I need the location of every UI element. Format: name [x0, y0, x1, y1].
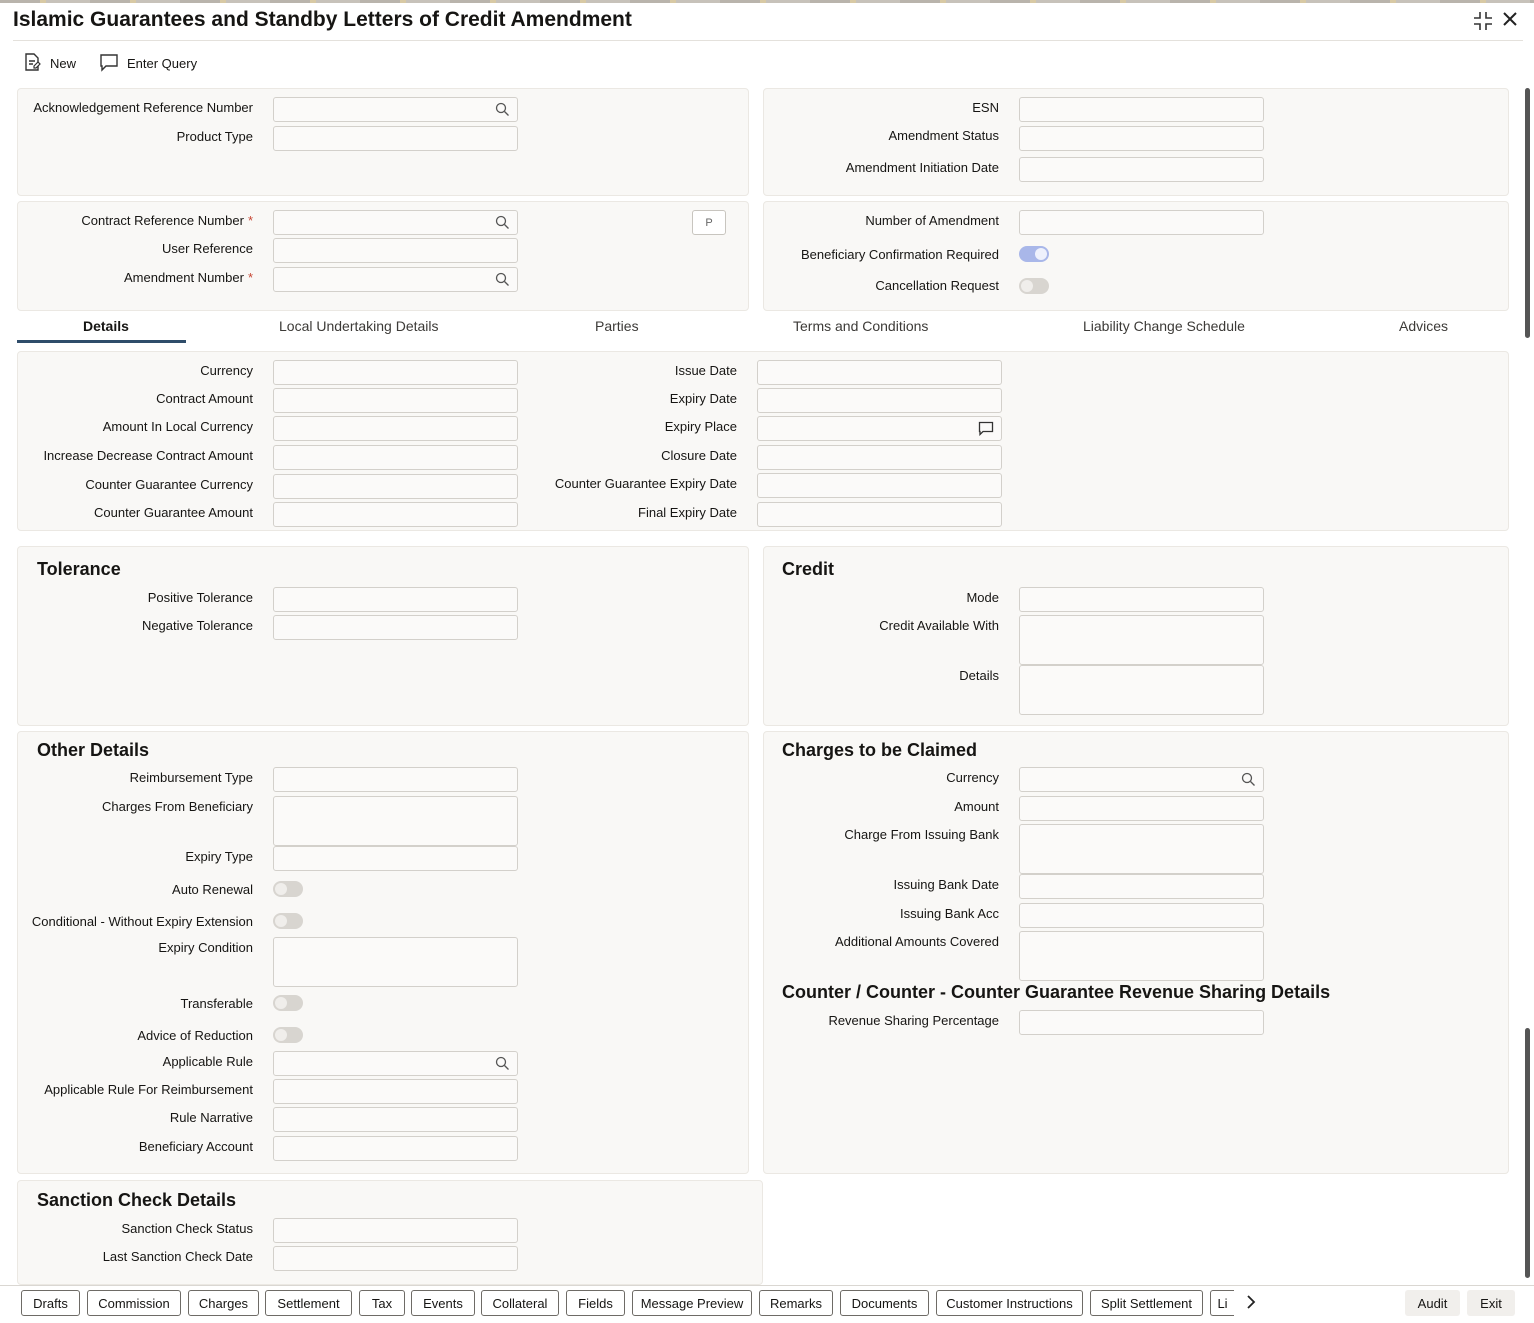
mode-label: Mode: [966, 590, 999, 605]
issuing-bank-acc-input[interactable]: [1019, 903, 1264, 928]
charges-amount-label: Amount: [954, 799, 999, 814]
p-button[interactable]: P: [692, 210, 726, 235]
top-strip: [0, 0, 1534, 3]
user-ref-label: User Reference: [161, 241, 253, 256]
revenue-sharing-title: Counter / Counter - Counter Guarantee Revenue Sharing Details: [782, 982, 1331, 1002]
sanction-status-label: Sanction Check Status: [121, 1221, 253, 1236]
expiry-type-label: Expiry Type: [185, 849, 253, 864]
positive-tolerance-input[interactable]: [273, 587, 518, 612]
contract-amount-input[interactable]: [273, 388, 518, 413]
expiry-condition-input[interactable]: [273, 937, 518, 987]
amendment-number-label: Amendment Number *: [123, 270, 253, 285]
mode-input[interactable]: [1019, 587, 1264, 612]
window-title: Islamic Guarantees and Standby Letters of Credit Amendment: [13, 8, 632, 31]
amendment-status-input[interactable]: [1019, 126, 1264, 151]
amount-local-label: Amount In Local Currency: [102, 419, 253, 434]
revenue-percentage-input[interactable]: [1019, 1010, 1264, 1035]
cg-expiry-date-input[interactable]: [757, 473, 1002, 498]
search-icon[interactable]: [495, 272, 510, 290]
incdec-label: Increase Decrease Contract Amount: [43, 448, 253, 463]
rule-narrative-input[interactable]: [273, 1107, 518, 1132]
issue-date-label: Issue Date: [674, 363, 737, 378]
expiry-place-input[interactable]: [757, 416, 1002, 441]
split-settlement-button[interactable]: Split Settlement: [1090, 1290, 1203, 1316]
auto-renewal-toggle[interactable]: [273, 881, 303, 897]
product-type-label: Product Type: [176, 129, 253, 144]
last-sanction-date-input[interactable]: [273, 1246, 518, 1271]
search-icon[interactable]: [495, 102, 510, 120]
final-expiry-date-label: Final Expiry Date: [638, 505, 737, 520]
credit-details-label: Details: [959, 668, 999, 683]
vertical-scrollbar-lower[interactable]: [1525, 1028, 1530, 1278]
search-icon[interactable]: [495, 1056, 510, 1074]
beneficiary-account-label: Beneficiary Account: [138, 1139, 253, 1154]
currency-label: Currency: [200, 363, 253, 378]
number-of-amendment-input[interactable]: [1019, 210, 1264, 235]
charges-amount-input[interactable]: [1019, 796, 1264, 821]
number-of-amendment-label: Number of Amendment: [865, 213, 999, 228]
issue-date-input[interactable]: [757, 360, 1002, 385]
contract-ref-label: Contract Reference Number *: [81, 213, 253, 228]
negative-tolerance-input[interactable]: [273, 615, 518, 640]
sanction-title: Sanction Check Details: [37, 1190, 237, 1210]
contract-amount-label: Contract Amount: [156, 391, 253, 406]
charges-currency-input[interactable]: [1019, 767, 1264, 792]
issuing-bank-date-label: Issuing Bank Date: [893, 877, 999, 892]
last-sanction-date-label: Last Sanction Check Date: [102, 1249, 253, 1264]
conditional-toggle[interactable]: [273, 913, 303, 929]
fields-button[interactable]: Fields: [566, 1290, 625, 1316]
customer-instructions-button[interactable]: Customer Instructions: [936, 1290, 1083, 1316]
expiry-type-input[interactable]: [273, 846, 518, 871]
rule-narrative-label: Rule Narrative: [169, 1110, 253, 1125]
auto-renewal-label: Auto Renewal: [172, 882, 253, 897]
new-document-icon: [22, 52, 42, 75]
tolerance-title: Tolerance: [37, 559, 121, 579]
conditional-label: Conditional - Without Expiry Extension: [31, 914, 253, 929]
amendment-initiation-date-input[interactable]: [1019, 157, 1264, 182]
new-button[interactable]: [22, 52, 76, 75]
vertical-scrollbar[interactable]: [1525, 88, 1530, 338]
exit-button[interactable]: Exit: [1467, 1290, 1515, 1316]
tab-liability-change-schedule[interactable]: Liability Change Schedule: [1083, 318, 1245, 334]
truncated-button[interactable]: Li: [1210, 1290, 1234, 1316]
issuing-bank-date-input[interactable]: [1019, 874, 1264, 899]
search-icon[interactable]: [495, 215, 510, 233]
closure-date-label: Closure Date: [661, 448, 737, 463]
issuing-bank-acc-label: Issuing Bank Acc: [900, 906, 999, 921]
beneficiary-account-input[interactable]: [273, 1136, 518, 1161]
expiry-date-input[interactable]: [757, 388, 1002, 413]
additional-amounts-label: Additional Amounts Covered: [834, 934, 999, 949]
chevron-right-icon[interactable]: [1243, 1293, 1259, 1314]
credit-available-with-label: Credit Available With: [879, 618, 999, 633]
credit-available-with-input[interactable]: [1019, 615, 1264, 665]
expiry-date-label: Expiry Date: [669, 391, 737, 406]
tab-terms-and-conditions[interactable]: Terms and Conditions: [793, 318, 929, 334]
close-icon[interactable]: [1501, 10, 1519, 33]
beneficiary-confirmation-label: Beneficiary Confirmation Required: [801, 247, 999, 262]
rule-reimbursement-input[interactable]: [273, 1079, 518, 1104]
beneficiary-confirmation-toggle[interactable]: [1019, 246, 1049, 262]
collateral-button[interactable]: Collateral: [481, 1290, 559, 1316]
drafts-button[interactable]: Drafts: [21, 1290, 80, 1316]
cancellation-request-toggle[interactable]: [1019, 278, 1049, 294]
currency-input[interactable]: [273, 360, 518, 385]
remarks-button[interactable]: Remarks: [759, 1290, 833, 1316]
ack-ref-input[interactable]: [273, 97, 518, 122]
charges-button[interactable]: Charges: [188, 1290, 259, 1316]
amount-local-input[interactable]: [273, 416, 518, 441]
reimbursement-type-label: Reimbursement Type: [129, 770, 253, 785]
amendment-number-input[interactable]: [273, 267, 518, 292]
credit-details-input[interactable]: [1019, 665, 1264, 715]
sanction-status-input[interactable]: [273, 1218, 518, 1243]
charges-currency-label: Currency: [946, 770, 999, 785]
esn-label: ESN: [972, 100, 999, 115]
charge-issuing-bank-input[interactable]: [1019, 824, 1264, 874]
advice-reduction-toggle[interactable]: [273, 1027, 303, 1043]
cg-expiry-date-label: Counter Guarantee Expiry Date: [554, 476, 737, 491]
other-details-title: Other Details: [37, 740, 150, 760]
ack-ref-label: Acknowledgement Reference Number: [33, 100, 253, 115]
message-icon[interactable]: [978, 421, 994, 439]
tab-local-undertaking-details[interactable]: Local Undertaking Details: [279, 318, 439, 334]
advice-reduction-label: Advice of Reduction: [137, 1028, 253, 1043]
applicable-rule-input[interactable]: [273, 1051, 518, 1076]
revenue-percentage-label: Revenue Sharing Percentage: [828, 1013, 999, 1028]
charges-title: Charges to be Claimed: [782, 740, 978, 760]
new-label: New: [50, 56, 77, 71]
rule-reimbursement-label: Applicable Rule For Reimbursement: [44, 1082, 253, 1097]
commission-button[interactable]: Commission: [87, 1290, 181, 1316]
cg-currency-input[interactable]: [273, 474, 518, 499]
user-ref-input[interactable]: [273, 238, 518, 263]
tab-advices[interactable]: Advices: [1399, 318, 1449, 334]
required-mark: *: [247, 270, 253, 285]
incdec-input[interactable]: [273, 445, 518, 470]
reimbursement-type-input[interactable]: [273, 767, 518, 792]
tab-parties[interactable]: Parties: [595, 318, 639, 334]
amendment-status-label: Amendment Status: [888, 128, 999, 143]
enter-query-icon: [99, 52, 119, 75]
credit-title: Credit: [782, 559, 835, 579]
title-divider: [13, 40, 1523, 41]
cg-amount-label: Counter Guarantee Amount: [94, 505, 253, 520]
message-preview-button[interactable]: Message Preview: [632, 1290, 752, 1316]
search-icon[interactable]: [1241, 772, 1256, 790]
cg-amount-input[interactable]: [273, 502, 518, 527]
final-expiry-date-input[interactable]: [757, 502, 1002, 527]
required-mark: *: [247, 213, 253, 228]
closure-date-input[interactable]: [757, 445, 1002, 470]
active-tab-indicator: [17, 340, 186, 343]
product-type-input[interactable]: [273, 126, 518, 151]
amendment-initiation-date-label: Amendment Initiation Date: [845, 160, 999, 175]
enter-query-button[interactable]: [99, 52, 197, 75]
tax-button[interactable]: Tax: [359, 1290, 405, 1316]
documents-button[interactable]: Documents: [840, 1290, 929, 1316]
charges-from-beneficiary-label: Charges From Beneficiary: [102, 799, 253, 814]
applicable-rule-label: Applicable Rule: [162, 1054, 253, 1069]
audit-button[interactable]: Audit: [1405, 1290, 1460, 1316]
negative-tolerance-label: Negative Tolerance: [141, 618, 253, 633]
contract-ref-input[interactable]: [273, 210, 518, 235]
expiry-place-label: Expiry Place: [664, 419, 737, 434]
transferable-toggle[interactable]: [273, 995, 303, 1011]
enter-query-label: Enter Query: [127, 56, 198, 71]
expiry-condition-label: Expiry Condition: [158, 940, 253, 955]
esn-input[interactable]: [1019, 97, 1264, 122]
positive-tolerance-label: Positive Tolerance: [147, 590, 253, 605]
transferable-label: Transferable: [180, 996, 253, 1011]
minimize-icon[interactable]: [1472, 10, 1494, 37]
cg-currency-label: Counter Guarantee Currency: [85, 477, 253, 492]
events-button[interactable]: Events: [411, 1290, 475, 1316]
cancellation-request-label: Cancellation Request: [875, 278, 999, 293]
tab-details[interactable]: Details: [83, 318, 129, 334]
charges-from-beneficiary-input[interactable]: [273, 796, 518, 846]
settlement-button[interactable]: Settlement: [265, 1290, 352, 1316]
charge-issuing-bank-label: Charge From Issuing Bank: [844, 827, 999, 842]
additional-amounts-input[interactable]: [1019, 931, 1264, 981]
